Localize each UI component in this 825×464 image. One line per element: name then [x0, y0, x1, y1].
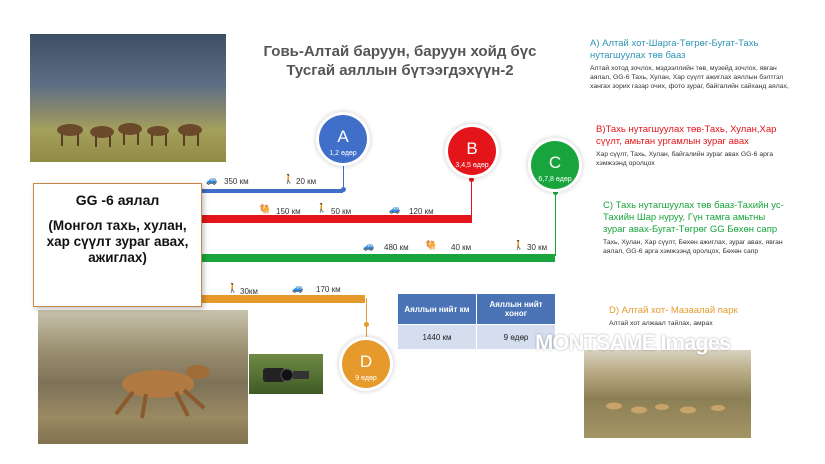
route-b-leg-3-label: 120 км: [409, 207, 434, 216]
route-a-stem: [343, 160, 344, 190]
camel-icon: 🐫: [425, 240, 437, 250]
gg6-tour-box: [33, 183, 202, 307]
section-a-body: Алтай хотод зочлох, мэдээллийн төв, музейд зочлох, явган аялал, GG-6 Тахь, Хулан, Хар сүүлт ажиглах аяллын бэлтгэл хангах зорих газар очих, фото зураг, байгалийн сайханд аялах,: [590, 65, 789, 90]
gazelles-photo: [584, 350, 751, 438]
route-a-leg-1-label: 350 км: [224, 177, 249, 186]
trip-totals-table: [397, 293, 556, 350]
route-b-line: [200, 215, 472, 223]
section-c-body: Тахь, Хулан, Хар сүүлт, Бөхөн ажиглах, зураг авах, явган аялал, GG-6 арга хэмжээнд оролцох, Бөхөн сапр: [603, 239, 783, 255]
route-c-stem: [555, 190, 556, 256]
car-icon: 🚙: [389, 204, 401, 214]
section-b-heading: B)Тахь нутагшуулах төв-Тахь, Хулан,Хар сүүлт, амьтан ургамлын зураг авах: [596, 124, 777, 147]
route-c-leg-1-label: 480 км: [384, 243, 409, 252]
route-d-leg-1-label: 30км: [240, 287, 258, 296]
stop-d-circle: [342, 340, 390, 388]
camera-photo: [249, 354, 323, 394]
stop-a-letter: A: [337, 127, 349, 146]
section-d-body: Алтай хот алжаал тайлах, амрах: [609, 320, 713, 327]
section-d-description: [609, 305, 784, 328]
stop-a-circle: [319, 115, 367, 163]
stop-d-letter: D: [359, 352, 373, 371]
route-d-leg-2-label: 170 км: [316, 285, 341, 294]
route-c-leg-3-label: 30 км: [527, 243, 548, 252]
car-icon: 🚙: [206, 175, 218, 185]
title-line-2: Тусгай аяллын бүтээгдэхүүн-2: [286, 62, 514, 79]
stop-c-letter: C: [548, 153, 562, 172]
section-a-description: [590, 38, 795, 91]
route-b-end-dot: [469, 177, 474, 182]
stop-b-letter: B: [466, 139, 478, 158]
stop-c-days: 6,7,8 өдөр: [538, 176, 572, 183]
route-b-leg-2-label: 50 км: [331, 207, 352, 216]
stop-b-circle: [448, 127, 496, 175]
horses-landscape-photo: [30, 34, 226, 162]
section-b-body: Хар сүүлт, Тахь, Хулан, байгалийн зураг авах GG-6 арга хэмжээнд оролцох: [596, 151, 774, 167]
total-days-value: 9 өдөр: [477, 325, 556, 350]
total-km-value: 1440 км: [398, 325, 477, 350]
route-a-line: [200, 189, 343, 193]
section-a-heading: A) Алтай хот-Шарга-Төгрөг-Бугат-Тахь нутагшуулах төв бааз: [590, 38, 759, 61]
route-d-stem: [366, 298, 367, 340]
total-km-header: Аяллын нийт км: [398, 294, 477, 325]
gg6-subtitle: (Монгол тахь, хулан, хар сүүлт зураг авах, ажиглах): [46, 218, 189, 265]
route-c-leg-2-label: 40 км: [451, 243, 472, 252]
car-icon: 🚙: [363, 241, 375, 251]
stop-c-circle: [531, 141, 579, 189]
walk-icon: 🚶: [513, 240, 525, 250]
section-c-description: [603, 200, 785, 256]
gg6-heading: GG -6 аялал: [75, 192, 160, 208]
running-horse-photo: [38, 310, 248, 444]
route-a-leg-2-label: 20 км: [296, 177, 317, 186]
route-d-line: [200, 295, 365, 303]
stop-a-days: 1,2 өдөр: [329, 150, 357, 157]
section-c-heading: C) Тахь нутагшуулах төв бааз-Тахийн ус- Тахийн Шар нуруу, Гүн тамга амьтны зураг авах-Бугат-Төгрөг GG Бөхөн сапр: [603, 200, 784, 235]
stop-b-days: 3,4,5 өдөр: [455, 162, 489, 169]
walk-icon: 🚶: [227, 283, 239, 293]
camel-icon: 🐫: [259, 204, 271, 214]
stop-d-days: 9 өдөр: [355, 375, 377, 382]
watermark: MONTSAME Images: [535, 330, 731, 355]
route-a-end-dot: [341, 187, 346, 192]
route-d-end-dot: [364, 322, 369, 327]
walk-icon: 🚶: [316, 203, 328, 213]
title-line-1: Говь-Алтай баруун, баруун хойд бүс: [263, 43, 537, 60]
route-c-end-dot: [553, 190, 558, 195]
car-icon: 🚙: [292, 283, 304, 293]
section-d-heading: D) Алтай хот- Мазаалай парк: [609, 305, 738, 316]
section-b-description: [596, 124, 788, 168]
route-b-leg-1-label: 150 км: [276, 207, 301, 216]
route-c-line: [200, 254, 555, 262]
page-title: [250, 42, 550, 80]
total-days-header: Аяллын нийт хоног: [477, 294, 556, 325]
walk-icon: 🚶: [283, 174, 295, 184]
